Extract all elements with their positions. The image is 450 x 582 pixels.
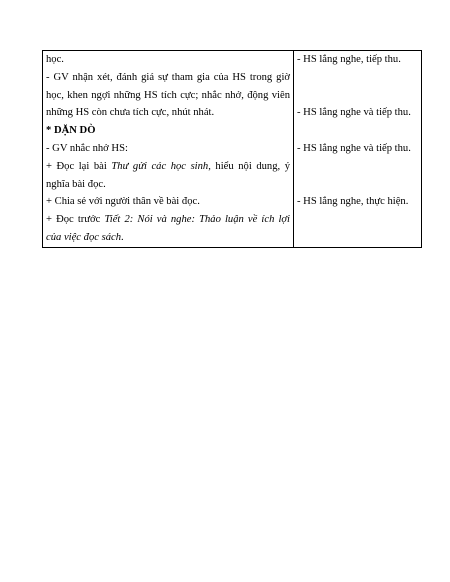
table-row bbox=[43, 51, 422, 248]
item-prefix: + Đọc trước bbox=[46, 214, 105, 226]
lesson-table bbox=[42, 50, 422, 248]
homework-item-reread bbox=[46, 158, 290, 194]
item-suffix: , hiểu nội dung, ý nghĩa bài đọc. bbox=[46, 160, 291, 190]
spacer bbox=[297, 158, 418, 194]
spacer bbox=[297, 122, 418, 140]
section-heading-dan-do: * DẶN DÒ bbox=[46, 125, 96, 137]
teacher-remind-line: - GV nhắc nhở HS: bbox=[46, 142, 128, 154]
text-line-hoc: học. bbox=[46, 54, 64, 65]
item-prefix: + Đọc lại bài bbox=[46, 160, 112, 172]
student-activities-cell bbox=[294, 51, 422, 248]
student-response-1: - HS lắng nghe, tiếp thu. bbox=[297, 54, 401, 65]
teacher-assessment-paragraph: - GV nhận xét, đánh giá sự tham gia của HS trong giờ học, khen ngợi những HS tích cực; nhắc nhở, động viên những HS còn chưa tích cực, nhút nhát. bbox=[46, 71, 290, 119]
homework-item-share: + Chia sẻ với người thân về bài đọc. bbox=[46, 196, 200, 208]
reading-title: Thư gửi các học sinh bbox=[111, 160, 209, 172]
student-response-4: - HS lắng nghe, thực hiện. bbox=[297, 196, 409, 208]
next-lesson-title: Tiết 2: Nói và nghe: Thảo luận về ích lợi của việc đọc sách bbox=[46, 214, 291, 243]
item-suffix: . bbox=[121, 231, 124, 243]
spacer bbox=[297, 69, 418, 105]
student-response-3: - HS lắng nghe và tiếp thu. bbox=[297, 142, 411, 154]
homework-item-preread bbox=[46, 211, 290, 247]
teacher-activities-cell bbox=[43, 51, 294, 248]
student-response-2: - HS lắng nghe và tiếp thu. bbox=[297, 107, 411, 119]
